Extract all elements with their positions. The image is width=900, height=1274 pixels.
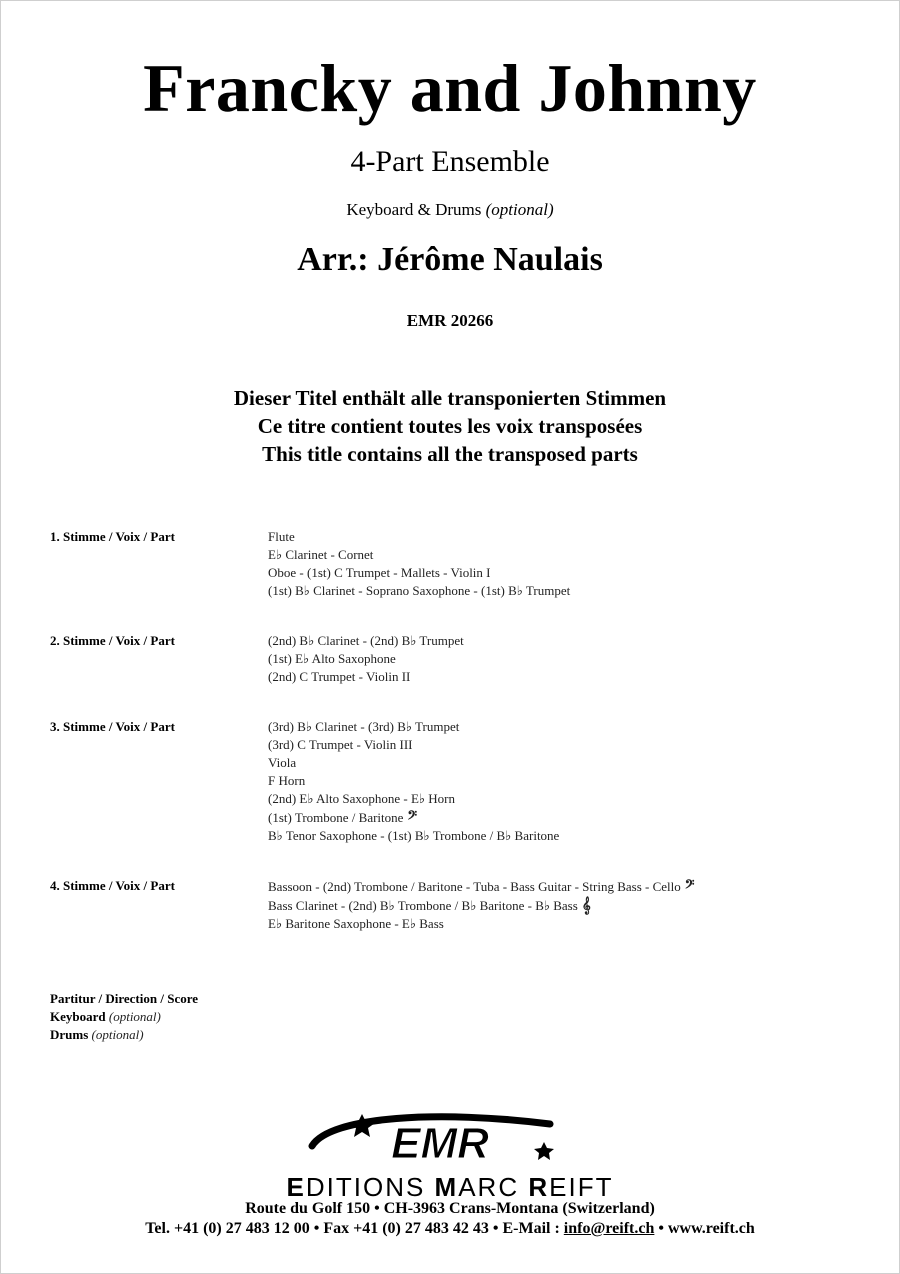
keyboard-label: Keyboard [50,1009,106,1024]
instrument-line: (2nd) B♭ Clarinet - (2nd) B♭ Trumpet [268,633,464,648]
instrument-line: E♭ Clarinet - Cornet [268,547,374,562]
instrument-line: (2nd) C Trumpet - Violin II [268,669,411,684]
drums-line [50,1026,198,1044]
instrument-line: (3rd) C Trumpet - Violin III [268,737,413,752]
emr-logo [300,1106,600,1170]
part-label: 4. Stimme / Voix / Part [50,878,175,893]
instrument-line-with-clef [268,877,694,896]
drums-optional: (optional) [91,1027,144,1042]
email-link[interactable]: info@reift.ch [563,1220,655,1237]
instrument-line: (2nd) E♭ Alto Saxophone - E♭ Horn [268,791,456,806]
catalog-number: EMR 20266 [406,311,494,330]
arranger: Arr.: Jérôme Naulais [297,241,603,278]
part-group-3 [50,718,870,845]
keyboard-optional: (optional) [108,1009,161,1024]
instrument-text: Bass Clarinet - (2nd) B♭ Trombone / B♭ Baritone - B♭ Bass [268,898,578,913]
part-group-4 [50,877,870,933]
instrument-line: E♭ Baritone Saxophone - E♭ Bass [268,916,444,931]
transposition-notes [0,384,900,468]
logo-text: EMR [391,1119,489,1168]
parts-list [50,528,870,965]
instrument-line: Viola [268,755,297,770]
score-extras [50,990,198,1044]
instrument-line: Oboe - (1st) C Trumpet - Mallets - Violin I [268,565,491,580]
drums-label: Drums [50,1027,89,1042]
bass-clef-icon: 𝄢 [684,877,695,895]
website-text: • www.reift.ch [654,1220,755,1237]
instrumentation-optional: (optional) [485,200,554,219]
part-group-2 [50,632,870,686]
instrument-text: Bassoon - (2nd) Trombone / Baritone - Tuba - Bass Guitar - String Bass - Cello [268,879,681,894]
instrument-line: (3rd) B♭ Clarinet - (3rd) B♭ Trumpet [268,719,460,734]
part-instruments [268,877,694,933]
page-title: Francky and Johnny [143,50,757,126]
part-instruments [268,632,464,686]
instrument-line: (1st) E♭ Alto Saxophone [268,651,396,666]
part-group-1 [50,528,870,600]
part-instruments [268,528,570,600]
publisher-address: Route du Golf 150 • CH-3963 Crans-Montana (Switzerland) [245,1200,655,1217]
publisher-contact [0,1219,900,1239]
subtitle: 4-Part Ensemble [350,145,550,178]
contact-phone-fax: Tel. +41 (0) 27 483 12 00 • Fax +41 (0) 27 483 42 43 • E-Mail : [145,1220,564,1237]
note-french: Ce titre contient toutes les voix transposées [257,414,643,438]
note-english: This title contains all the transposed parts [262,442,638,466]
keyboard-line [50,1008,198,1026]
part-instruments [268,718,559,845]
instrumentation-line [0,199,900,221]
part-label: 3. Stimme / Voix / Part [50,719,175,734]
treble-clef-icon: 𝄞 [581,896,591,914]
instrument-line-with-clef [268,896,694,915]
instrument-line: (1st) B♭ Clarinet - Soprano Saxophone - (1st) B♭ Trumpet [268,583,571,598]
instrument-line: Flute [268,529,295,544]
score-label: Partitur / Direction / Score [50,991,199,1006]
note-german: Dieser Titel enthält alle transponierten Stimmen [233,386,667,410]
part-label: 2. Stimme / Voix / Part [50,633,175,648]
bass-clef-icon: 𝄢 [407,808,418,826]
part-label: 1. Stimme / Voix / Part [50,529,175,544]
instrument-text: (1st) Trombone / Baritone [268,810,404,825]
instrument-line: F Horn [268,773,306,788]
instrument-line-with-clef [268,808,559,827]
instrumentation-text: Keyboard & Drums [346,200,482,219]
publisher-name: EDITIONS MARC REIFT [286,1172,614,1202]
instrument-line: B♭ Tenor Saxophone - (1st) B♭ Trombone / B♭ Baritone [268,828,560,843]
